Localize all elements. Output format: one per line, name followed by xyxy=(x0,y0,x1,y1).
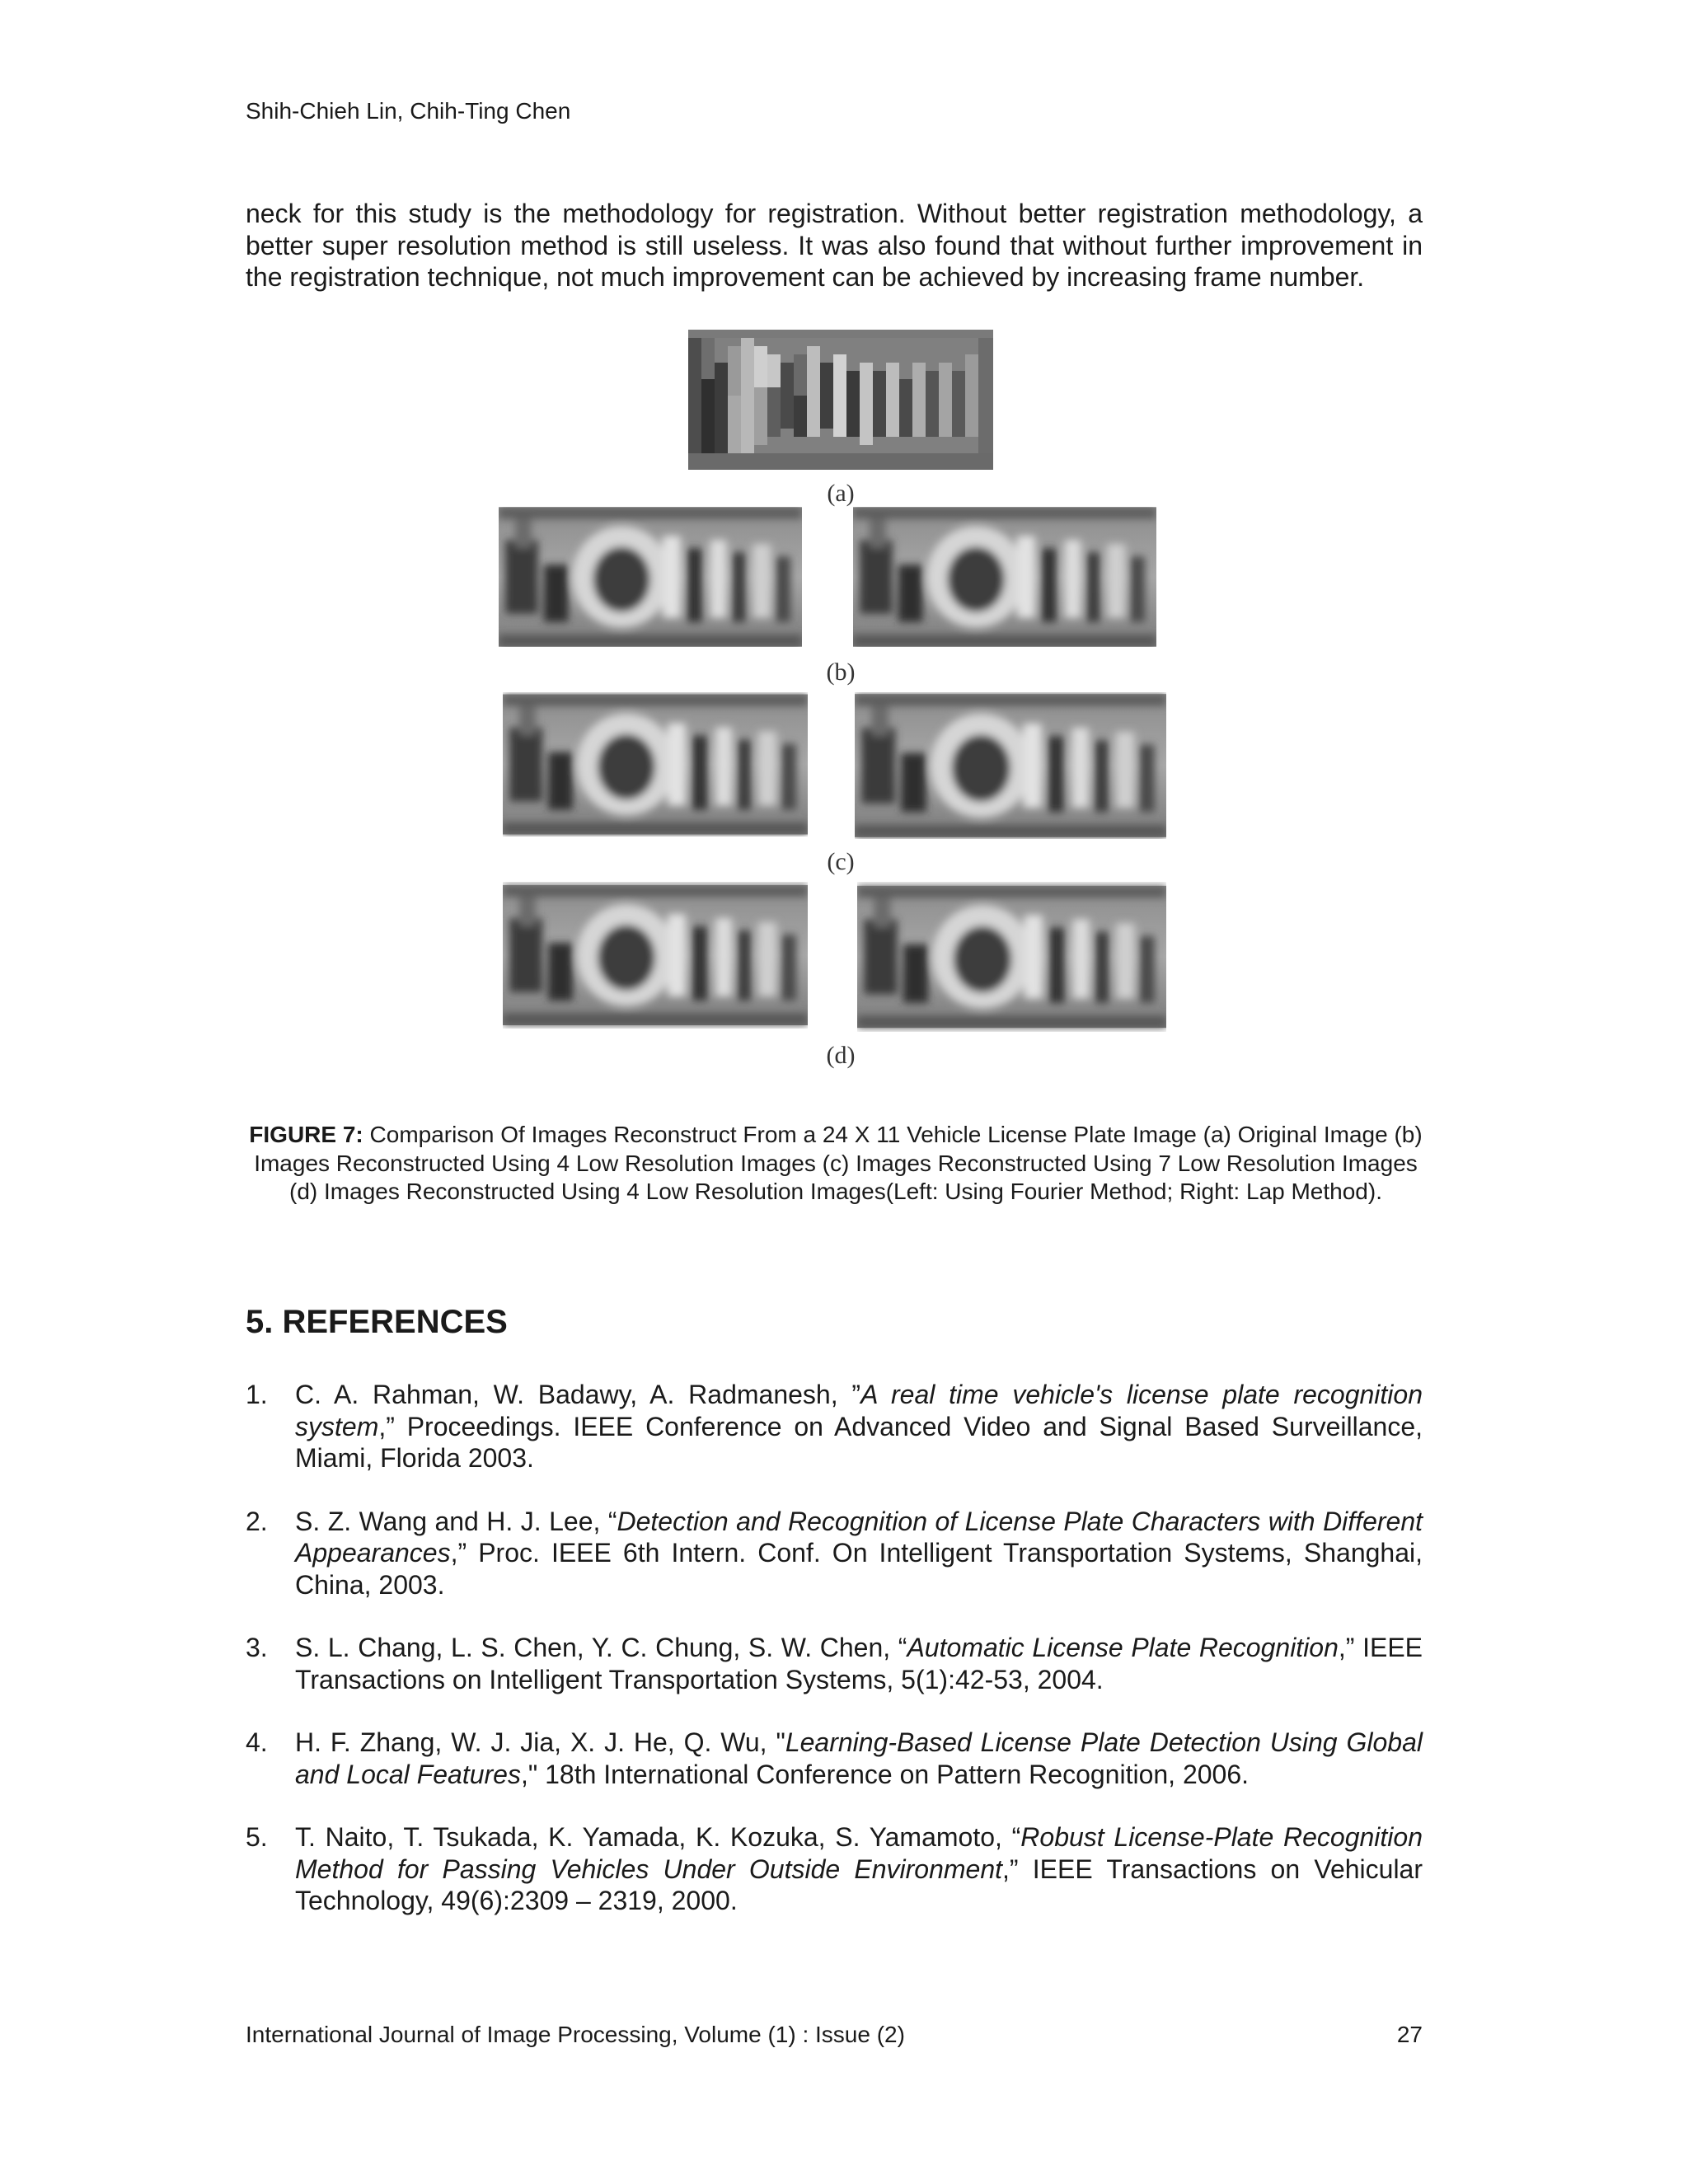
reference-authors: S. L. Chang, L. S. Chen, Y. C. Chung, S. W. Chen, “ xyxy=(295,1633,907,1662)
figure-caption xyxy=(247,1121,1424,1207)
reference-authors: T. Naito, T. Tsukada, K. Yamada, K. Kozuka, S. Yamamoto, “ xyxy=(295,1822,1021,1852)
reference-item xyxy=(246,1632,1423,1695)
reference-number: 4. xyxy=(246,1727,268,1757)
figure-caption-label: FIGURE 7: xyxy=(249,1122,363,1147)
reference-venue: ,” IEEE Transactions on Vehicular Technology, 49(6):2309 – 2319, 2000. xyxy=(295,1854,1423,1915)
reference-authors: S. Z. Wang and H. J. Lee, “ xyxy=(295,1506,617,1536)
reference-authors: H. F. Zhang, W. J. Jia, X. J. He, Q. Wu, " xyxy=(295,1727,785,1757)
figure-caption-text: Comparison Of Images Reconstruct From a 24 X 11 Vehicle License Plate Image (a) Original Image (b) Images Reconstructed Using 4 Low Resolution Images (c) Images Reconstructed Using 7 Low Resolution Images (d) Images Reconstructed Using 4 Low Resolution Images(Left: Using Fourier Method; Right: Lap Method). xyxy=(254,1122,1423,1204)
panel-d-fourier-image xyxy=(503,885,808,1025)
panel-d-label: (d) xyxy=(826,1042,856,1069)
reference-item xyxy=(246,1727,1423,1790)
reference-venue: ," 18th International Conference on Pattern Recognition, 2006. xyxy=(520,1759,1250,1789)
reference-title: Robust License-Plate Recognition Method for Passing Vehicles Under Outside Environment xyxy=(295,1822,1423,1884)
reference-number: 3. xyxy=(246,1633,268,1662)
footer-journal: International Journal of Image Processing, Volume (1) : Issue (2) xyxy=(246,2022,905,2047)
references-heading: 5. REFERENCES xyxy=(246,1304,508,1340)
reference-number: 2. xyxy=(246,1506,268,1536)
figure-7-image xyxy=(486,330,1195,1080)
panel-c-lap-image xyxy=(855,694,1166,837)
panel-c-label: (c) xyxy=(827,848,855,875)
reference-title: Learning-Based License Plate Detection Using Global and Local Features xyxy=(295,1727,1423,1789)
panel-d-lap-image xyxy=(857,886,1166,1028)
reference-number: 5. xyxy=(246,1822,268,1852)
reference-item xyxy=(246,1821,1423,1917)
figure-7 xyxy=(486,330,1195,1080)
reference-venue: ,” Proceedings. IEEE Conference on Advanced Video and Signal Based Surveillance, Miami, Florida 2003. xyxy=(295,1411,1423,1473)
page-number: 27 xyxy=(1396,2022,1423,2047)
panel-c-fourier-image xyxy=(503,695,808,835)
panel-a-original-image xyxy=(688,330,993,470)
reference-venue: ,” Proc. IEEE 6th Intern. Conf. On Intelligent Transportation Systems, Shanghai, China, 2003. xyxy=(295,1538,1423,1600)
reference-venue: ,” IEEE Transactions on Intelligent Transportation Systems, 5(1):42-53, 2004. xyxy=(295,1633,1423,1694)
reference-authors: C. A. Rahman, W. Badawy, A. Radmanesh, ” xyxy=(295,1380,861,1409)
panel-b-fourier-image xyxy=(499,507,802,646)
references-list xyxy=(246,1379,1423,1948)
reference-title: Automatic License Plate Recognition xyxy=(907,1633,1339,1662)
panel-b-label: (b) xyxy=(826,658,856,686)
running-head-authors: Shih-Chieh Lin, Chih-Ting Chen xyxy=(246,98,571,124)
reference-item xyxy=(246,1506,1423,1601)
panel-b-lap-image xyxy=(853,507,1156,646)
intro-paragraph: neck for this study is the methodology for registration. Without better registration methodology, a better super resolution method is still useless. It was also found that without further improvement in the registration technique, not much improvement can be achieved by increasing frame number. xyxy=(246,199,1423,292)
reference-number: 1. xyxy=(246,1380,268,1409)
reference-title: Detection and Recognition of License Plate Characters with Different Appearances xyxy=(295,1506,1423,1568)
reference-item xyxy=(246,1379,1423,1474)
panel-a-label: (a) xyxy=(827,480,855,507)
reference-title: A real time vehicle's license plate recognition system xyxy=(295,1380,1423,1441)
